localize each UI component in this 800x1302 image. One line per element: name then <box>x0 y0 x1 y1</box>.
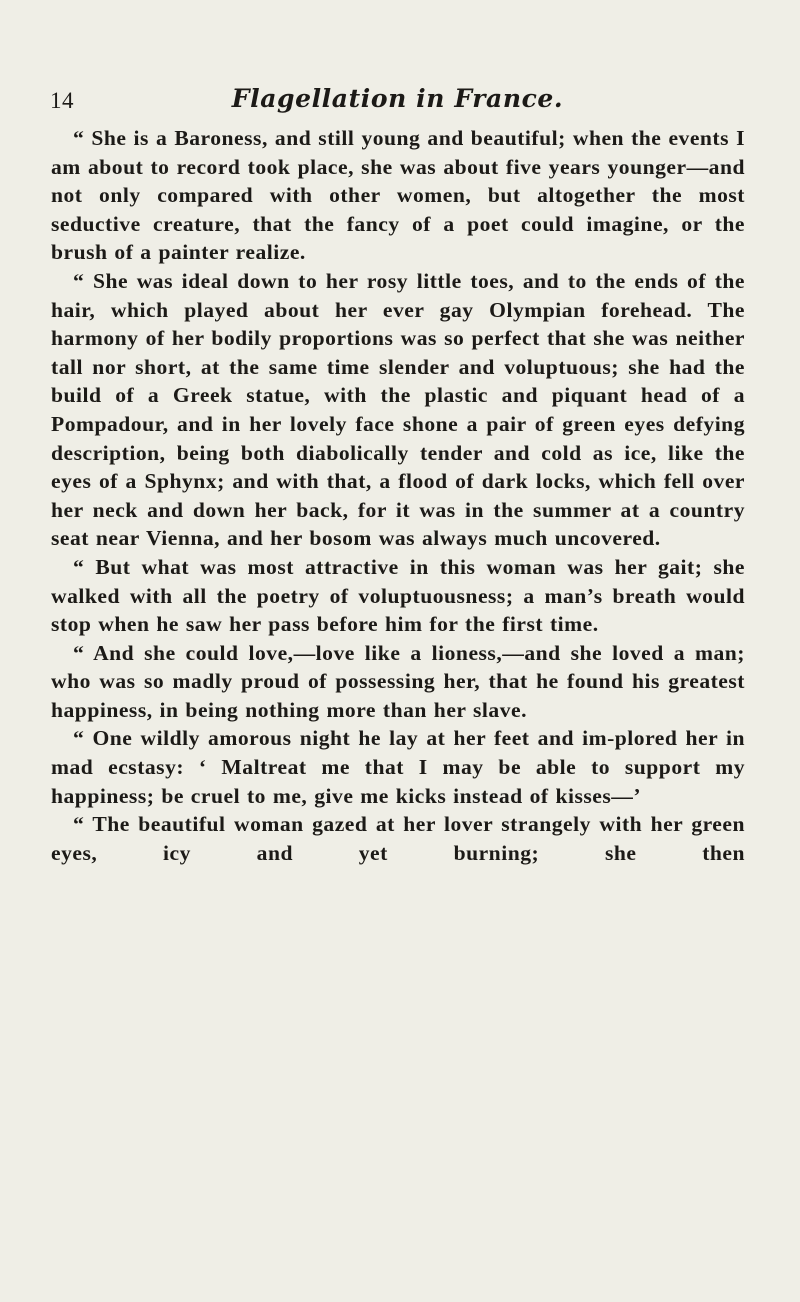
page-number: 14 <box>50 88 74 113</box>
running-head <box>50 84 745 118</box>
body-text <box>51 124 745 867</box>
paragraph-baroness: “ She is a Baroness, and still young and beautiful; when the events I am about to record took place, she was about five years younger—and not only compared with other women, but altogether the most seductive creature, that the fancy of a poet could imagine, or the brush of a painter realize. <box>51 126 745 265</box>
paragraph-gait: “ But what was most attractive in this woman was her gait; she walked with all the poetry of voluptuousness; a man’s breath would stop when he saw her pass before him for the first time. <box>51 554 745 637</box>
paragraph-ideal: “ She was ideal down to her rosy little toes, and to the ends of the hair, which played about her ever gay Olympian forehead. The harmony of her bodily proportions was so perfect that she was neither tall nor short, at the same time slender and voluptuous; she had the build of a Greek statue, with the plastic and piquant head of a Pompadour, and in her lovely face shone a pair of green eyes defying description, being both diabolically tender and cold as ice, like the eyes of a Sphynx; and with that, a flood of dark locks, which fell over her neck and down her back, for it was in the summer at a country seat near Vienna, and her bosom was always much uncovered. <box>51 268 745 551</box>
running-title: Flagellation in France. <box>231 84 564 113</box>
paragraph-green-eyes: “ The beautiful woman gazed at her lover strangely with her green eyes, icy and yet burning; she then <box>51 812 745 865</box>
paragraph-amorous-night: “ One wildly amorous night he lay at her feet and im-plored her in mad ecstasy: ‘ Maltreat me that I may be able to support my happiness; be cruel to me, give me kicks instead of kisses—’ <box>51 726 745 808</box>
paragraph-love: “ And she could love,—love like a lioness,—and she loved a man; who was so madly proud of possessing her, that he found his greatest happiness, in being nothing more than her slave. <box>51 640 745 722</box>
